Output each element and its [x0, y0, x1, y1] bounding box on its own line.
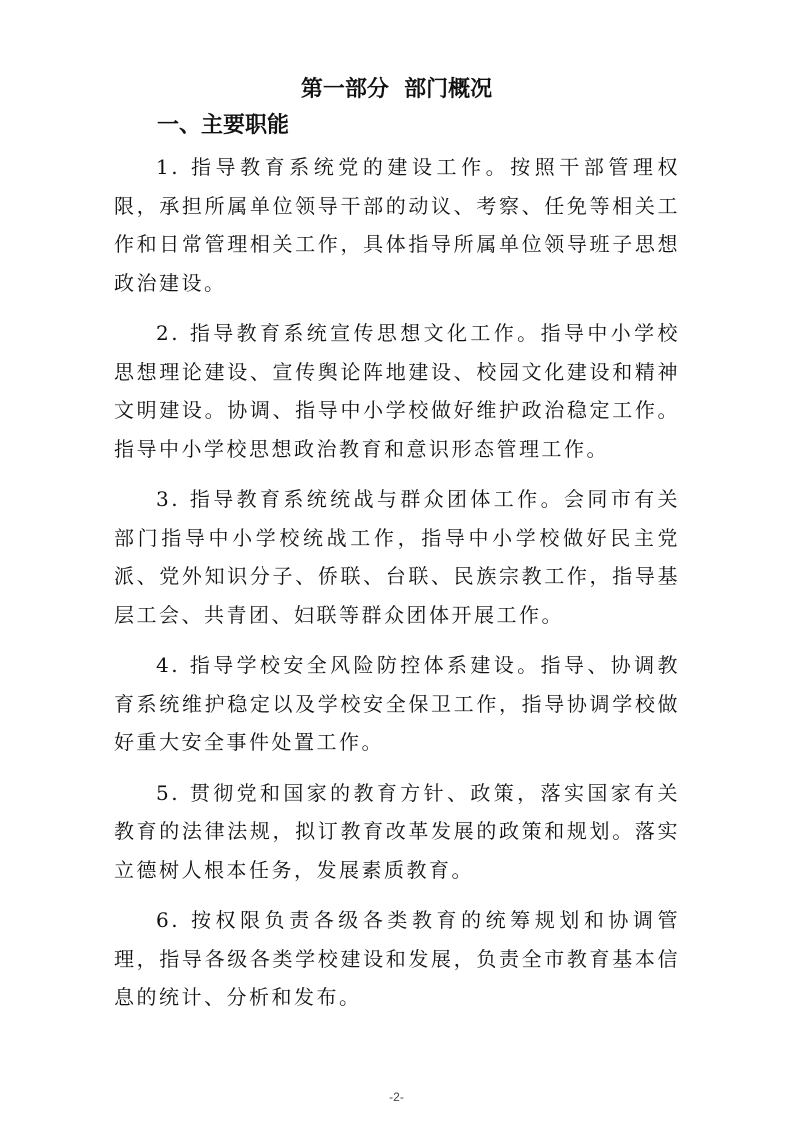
part-title: 第一部分 部门概况 — [300, 77, 493, 102]
paragraph-2: 2. 指导教育系统宣传思想文化工作。指导中小学校思想理论建设、宣传舆论阵地建设、校园文化建设和精神文明建设。协调、指导中小学校做好维护政治稳定工作。指导中小学校思想政治教育和意识形态管理工作。 — [114, 321, 680, 461]
document-body — [114, 148, 680, 1029]
paragraph-4: 4. 指导学校安全风险防控体系建设。指导、协调教育系统维护稳定以及学校安全保卫工作，指导协调学校做好重大安全事件处置工作。 — [114, 653, 680, 754]
paragraph-1: 1. 指导教育系统党的建设工作。按照干部管理权限，承担所属单位领导干部的动议、考察、任免等相关工作和日常管理相关工作，具体指导所属单位领导班子思想政治建设。 — [114, 155, 680, 295]
section-heading: 一、主要职能 — [157, 113, 290, 138]
paragraph-3: 3. 指导教育系统统战与群众团体工作。会同市有关部门指导中小学校统战工作，指导中小学校做好民主党派、党外知识分子、侨联、台联、民族宗教工作，指导基层工会、共青团、妇联等群众团体开展工作。 — [114, 487, 680, 627]
paragraph-6: 6. 按权限负责各级各类教育的统筹规划和协调管理，指导各级各类学校建设和发展，负责全市教育基本信息的统计、分析和发布。 — [114, 908, 680, 1009]
page-number: -2- — [389, 1090, 404, 1104]
paragraph-5: 5. 贯彻党和国家的教育方针、政策，落实国家有关教育的法律法规，拟订教育改革发展的政策和规划。落实立德树人根本任务，发展素质教育。 — [114, 780, 680, 882]
